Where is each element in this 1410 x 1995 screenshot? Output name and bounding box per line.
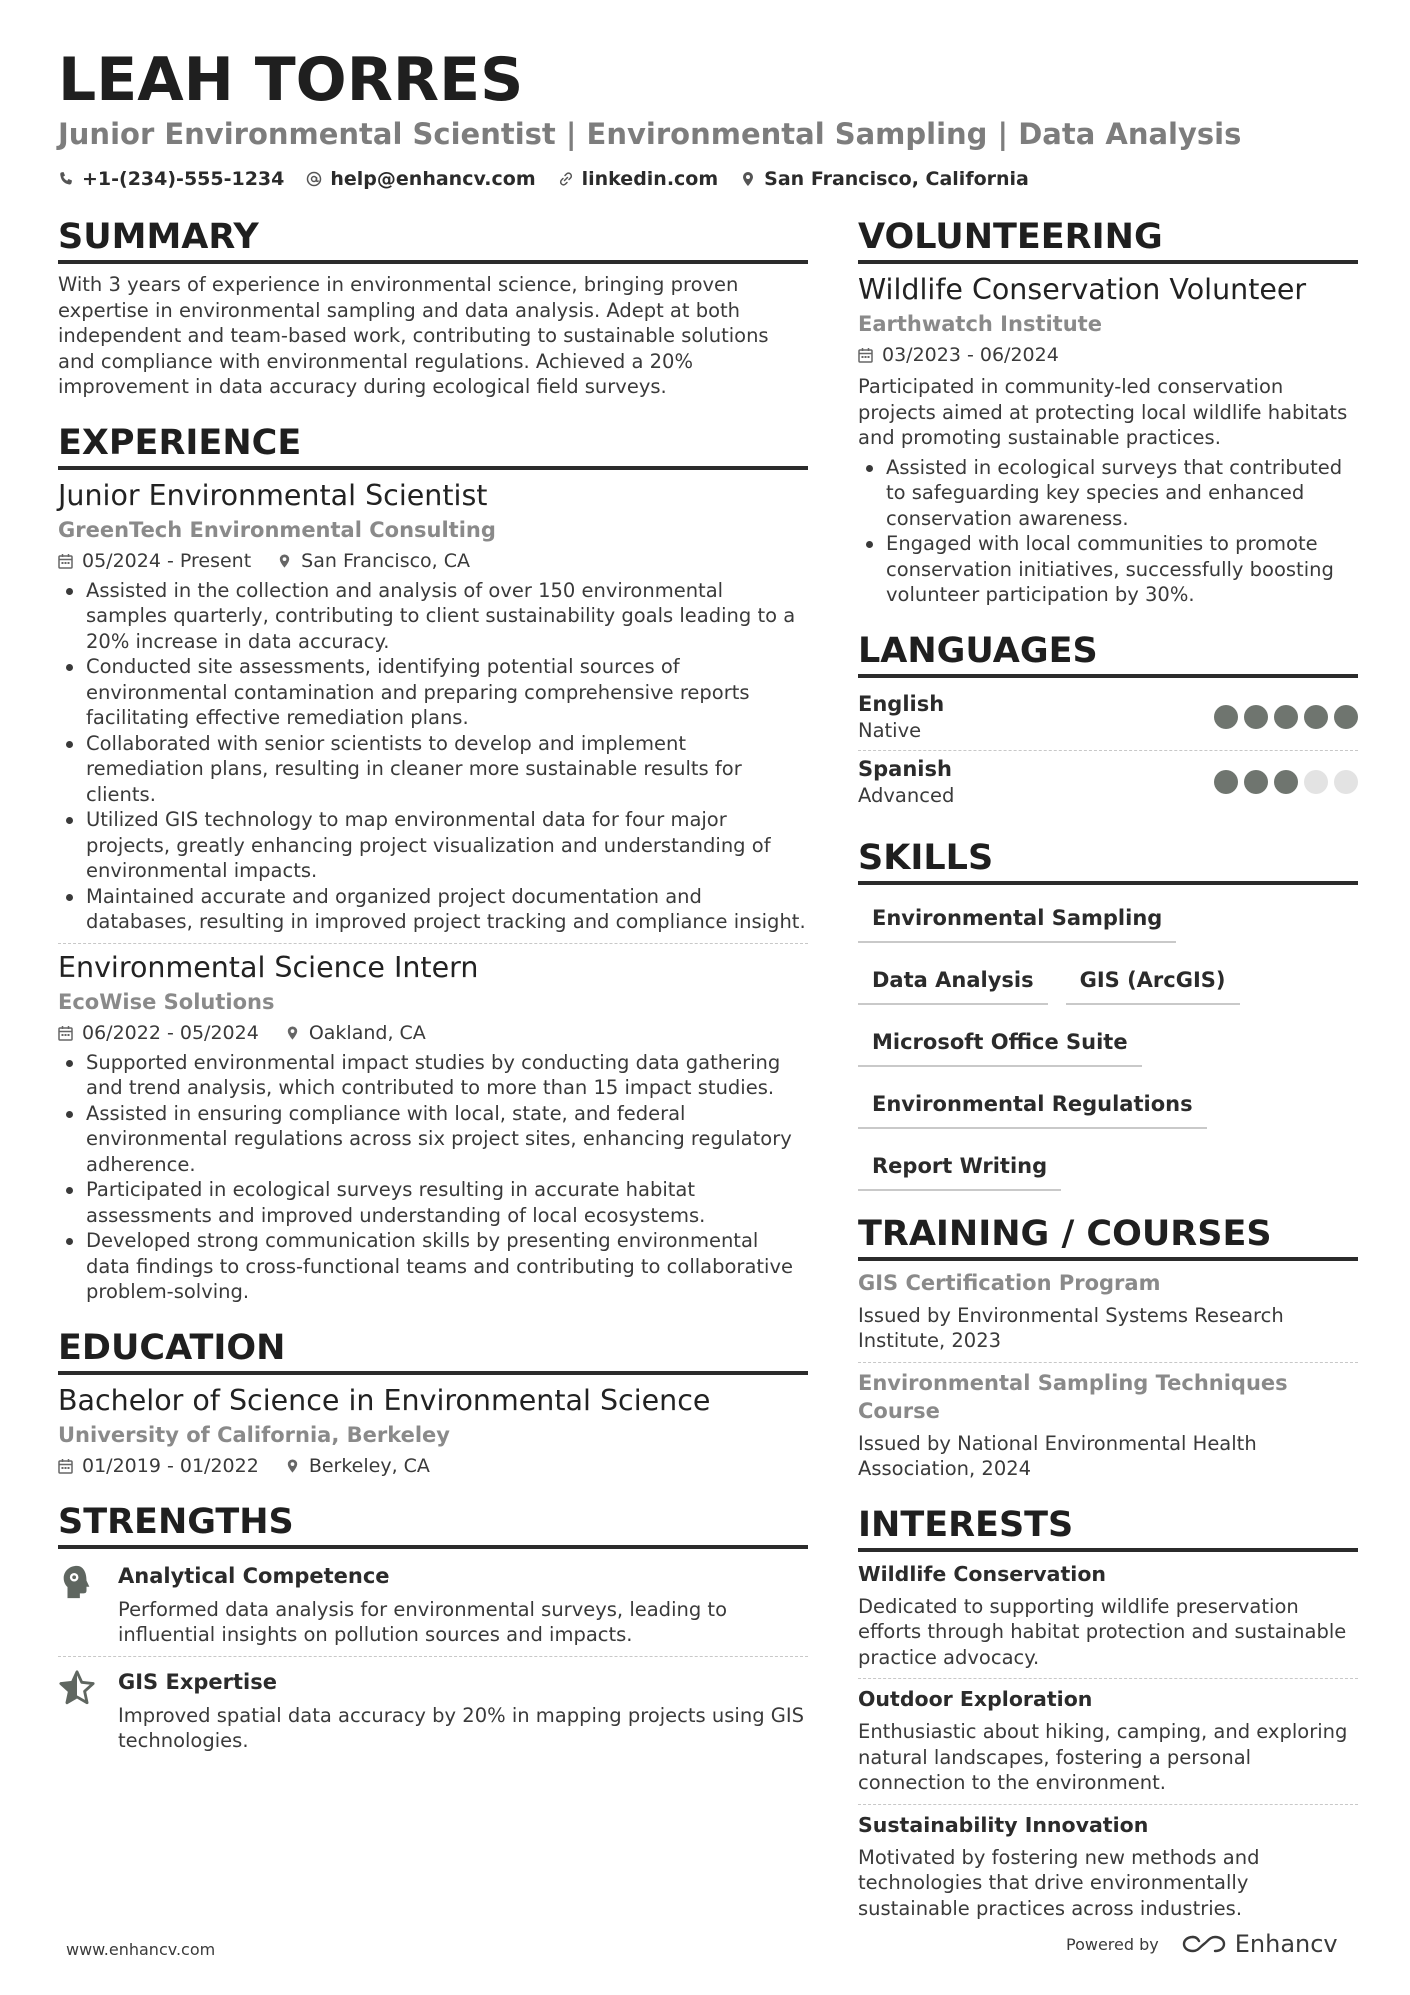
experience-section — [58, 422, 808, 1305]
calendar-icon — [58, 1025, 73, 1041]
left-column — [58, 216, 808, 1776]
interests-heading: INTERESTS — [858, 1504, 1358, 1552]
volunteer-role: Wildlife Conservation Volunteer — [858, 273, 1307, 306]
strength-title: Analytical Competence — [118, 1563, 390, 1588]
education-dates: 01/2019 - 01/2022 — [82, 1454, 259, 1477]
location-pin-icon — [285, 1025, 300, 1041]
rating-dot-empty — [1334, 770, 1358, 794]
contact-email[interactable] — [306, 168, 535, 190]
experience-heading: EXPERIENCE — [58, 422, 808, 470]
bullet-item: Utilized GIS technology to map environmental data for four major projects, greatly enhancing project visualization and understanding of environmental impacts. — [58, 807, 808, 884]
skill-tag: GIS (ArcGIS) — [1066, 961, 1240, 1005]
phone-icon — [58, 171, 74, 187]
skills-heading: SKILLS — [858, 837, 1358, 885]
bullet-item: Assisted in ecological surveys that contributed to safeguarding key species and enhanced conservation awareness. — [858, 455, 1358, 532]
interest-description: Dedicated to supporting wildlife preservation efforts through habitat protection and sustainable practice advocacy. — [858, 1594, 1347, 1669]
bullet-item: Maintained accurate and organized project documentation and databases, resulting in improved project tracking and compliance insight. — [58, 884, 808, 935]
rating-dot-filled — [1244, 770, 1268, 794]
entry-divider — [58, 943, 808, 944]
skill-tag: Environmental Sampling — [858, 899, 1176, 943]
bullet-item: Developed strong communication skills by presenting environmental data findings to cross-functional teams and contributing to collaborative problem-solving. — [58, 1228, 808, 1305]
brain-head-icon — [58, 1563, 96, 1601]
rating-dot-filled — [1214, 705, 1238, 729]
rating-dot-filled — [1334, 705, 1358, 729]
languages-heading: LANGUAGES — [858, 630, 1358, 678]
skills-section — [858, 837, 1358, 1191]
entry-divider — [858, 1804, 1358, 1805]
language-rating — [1214, 770, 1358, 794]
bullet-item: Collaborated with senior scientists to develop and implement remediation plans, resulting in cleaner more sustainable results for clients. — [58, 731, 808, 808]
bullet-item: Engaged with local communities to promote conservation initiatives, successfully boosting volunteer participation by 30%. — [858, 531, 1358, 608]
language-item — [858, 686, 1358, 750]
link-icon — [558, 171, 574, 187]
location-text: San Francisco, California — [764, 168, 1029, 190]
enhancv-logo-icon — [1181, 1933, 1227, 1955]
interest-description: Enthusiastic about hiking, camping, and exploring natural landscapes, fostering a personal connection to the environment. — [858, 1720, 1348, 1794]
volunteer-description: Participated in community-led conservation projects aimed at protecting local wildlife habitats and promoting sustainable practices. — [858, 375, 1348, 449]
skill-tag: Data Analysis — [858, 961, 1048, 1005]
powered-by-label: Powered by — [1066, 1934, 1159, 1954]
right-column — [858, 216, 1358, 1943]
school-name: University of California, Berkeley — [58, 1422, 450, 1447]
contact-phone[interactable] — [58, 168, 284, 190]
phone-text: +1-(234)-555-1234 — [82, 168, 285, 190]
summary-section — [58, 216, 808, 400]
job-title: Junior Environmental Scientist — [58, 478, 488, 512]
skills-list — [858, 893, 1358, 1191]
bullet-item: Conducted site assessments, identifying potential sources of environmental contamination and preparing comprehensive reports facilitating effective remediation plans. — [58, 654, 808, 731]
candidate-headline: Junior Environmental Scientist | Environmental Sampling | Data Analysis — [58, 117, 1242, 151]
skill-tag: Microsoft Office Suite — [858, 1023, 1142, 1067]
experience-entry — [58, 478, 808, 935]
skill-tag: Report Writing — [858, 1147, 1061, 1191]
job-meta — [58, 1020, 808, 1046]
language-level: Advanced — [858, 783, 955, 807]
course-title: GIS Certification Program — [858, 1270, 1161, 1295]
education-section — [58, 1327, 808, 1479]
languages-section — [858, 630, 1358, 815]
summary-text: With 3 years of experience in environmental science, bringing proven expertise in environmental sampling and data analysis. Adept at both independent and team-based work, contributing to sustainable solutions and compliance with environmental regulations. Achieved a 20% improvement in data accuracy during ecological field surveys. — [58, 273, 769, 398]
calendar-icon — [58, 1458, 73, 1474]
language-item — [858, 751, 1358, 815]
skill-tag: Environmental Regulations — [858, 1085, 1207, 1129]
interest-title: Outdoor Exploration — [858, 1687, 1093, 1711]
language-level: Native — [858, 718, 922, 742]
email-text: help@enhancv.com — [330, 168, 536, 190]
language-name: Spanish — [858, 756, 952, 781]
star-icon — [58, 1669, 96, 1707]
bullet-item: Supported environmental impact studies by conducting data gathering and trend analysis, which contributed to more than 15 impact studies. — [58, 1050, 808, 1101]
bullet-item: Participated in ecological surveys resulting in accurate habitat assessments and improved understanding of local ecosystems. — [58, 1177, 808, 1228]
entry-divider — [858, 1678, 1358, 1679]
strength-text: Performed data analysis for environmental surveys, leading to influential insights on pollution sources and impacts. — [118, 1597, 727, 1646]
education-meta — [58, 1453, 808, 1479]
language-rating — [1214, 705, 1358, 729]
volunteer-bullets — [858, 455, 1358, 608]
interests-section — [858, 1504, 1358, 1922]
job-meta — [58, 548, 808, 574]
job-dates: 05/2024 - Present — [82, 549, 252, 572]
training-section — [858, 1213, 1358, 1482]
strength-title: GIS Expertise — [118, 1669, 277, 1694]
course-description: Issued by Environmental Systems Research Institute, 2023 — [858, 1303, 1284, 1352]
location-pin-icon — [285, 1458, 300, 1474]
strength-item — [58, 1663, 808, 1754]
bullet-item: Assisted in ensuring compliance with local, state, and federal environmental regulations across six project sites, enhancing regulatory adherence. — [58, 1101, 808, 1178]
language-name: English — [858, 691, 945, 716]
company-name: EcoWise Solutions — [58, 989, 275, 1014]
volunteering-heading: VOLUNTEERING — [858, 216, 1358, 264]
interest-title: Wildlife Conservation — [858, 1561, 1106, 1586]
course-description: Issued by National Environmental Health Association, 2024 — [858, 1431, 1257, 1480]
course-title: Environmental Sampling Techniques Course — [858, 1370, 1288, 1423]
volunteering-section — [858, 216, 1358, 608]
strengths-heading: STRENGTHS — [58, 1501, 808, 1549]
rating-dot-empty — [1304, 770, 1328, 794]
volunteer-dates: 03/2023 - 06/2024 — [882, 344, 1059, 366]
company-name: GreenTech Environmental Consulting — [58, 517, 496, 542]
strength-item — [58, 1557, 808, 1648]
summary-heading: SUMMARY — [58, 216, 808, 264]
job-bullets — [58, 1050, 808, 1305]
entry-divider — [858, 1362, 1358, 1363]
contact-location — [740, 168, 1029, 190]
job-location: San Francisco, CA — [301, 549, 471, 572]
interest-title: Sustainability Innovation — [858, 1812, 1149, 1837]
job-location: Oakland, CA — [308, 1021, 426, 1044]
interest-description: Motivated by fostering new methods and technologies that drive environmentally sustainable practices across industries. — [858, 1845, 1260, 1920]
brand-name: Enhancv — [1234, 1930, 1338, 1958]
brand-logo[interactable] — [1181, 1930, 1338, 1958]
rating-dot-filled — [1244, 705, 1268, 729]
job-title: Environmental Science Intern — [58, 950, 479, 984]
education-location: Berkeley, CA — [308, 1454, 430, 1477]
training-heading: TRAINING / COURSES — [858, 1213, 1358, 1261]
footer-branding — [1066, 1930, 1338, 1958]
rating-dot-filled — [1214, 770, 1238, 794]
calendar-icon — [58, 553, 73, 569]
contact-linkedin[interactable] — [558, 168, 719, 190]
location-pin-icon — [277, 553, 292, 569]
at-icon — [306, 171, 322, 187]
contact-bar — [58, 168, 1029, 190]
footer-site-link[interactable]: www.enhancv.com — [66, 1940, 216, 1959]
entry-divider — [58, 1656, 808, 1657]
location-pin-icon — [740, 171, 756, 187]
strengths-section — [58, 1501, 808, 1754]
rating-dot-filled — [1274, 705, 1298, 729]
degree-title: Bachelor of Science in Environmental Science — [58, 1383, 711, 1417]
strength-text: Improved spatial data accuracy by 20% in mapping projects using GIS technologies. — [118, 1703, 805, 1752]
job-bullets — [58, 578, 808, 935]
volunteer-meta — [858, 342, 1358, 368]
volunteer-org: Earthwatch Institute — [858, 312, 1102, 336]
job-dates: 06/2022 - 05/2024 — [82, 1021, 259, 1044]
rating-dot-filled — [1304, 705, 1328, 729]
rating-dot-filled — [1274, 770, 1298, 794]
bullet-item: Assisted in the collection and analysis of over 150 environmental samples quarterly, contributing to client sustainability goals leading to a 20% increase in data accuracy. — [58, 578, 808, 655]
education-heading: EDUCATION — [58, 1327, 808, 1375]
experience-entry — [58, 950, 808, 1305]
calendar-icon — [858, 347, 873, 363]
candidate-name: LEAH TORRES — [58, 45, 524, 115]
linkedin-text: linkedin.com — [581, 168, 719, 190]
